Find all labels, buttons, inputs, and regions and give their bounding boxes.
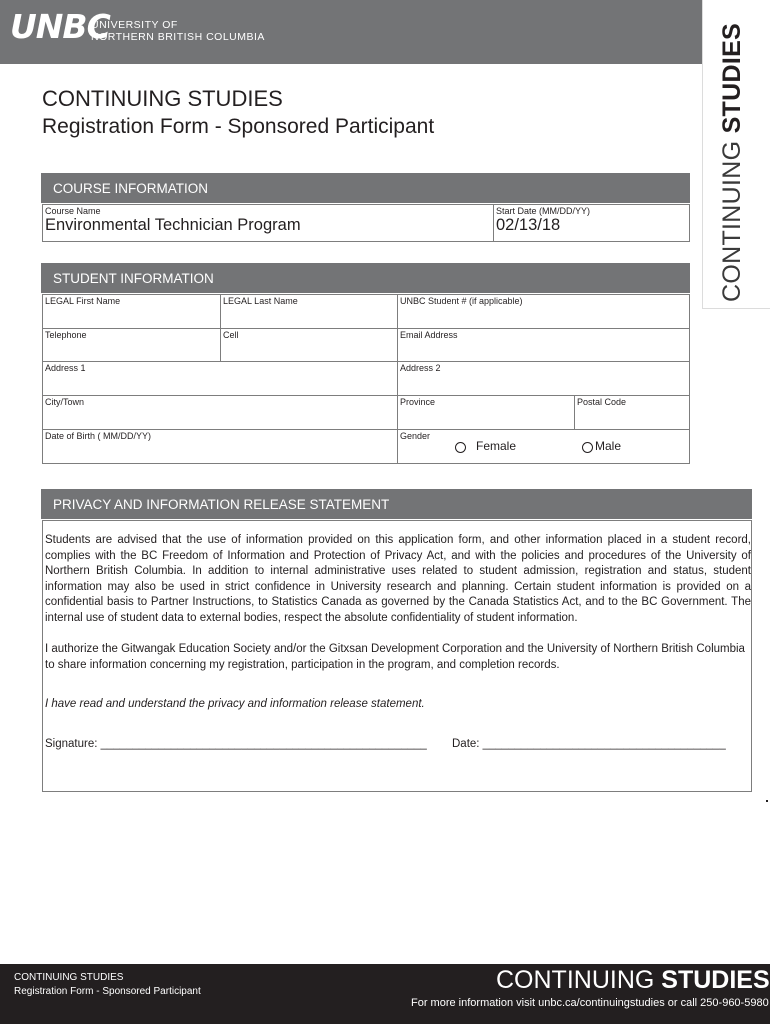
page-subtitle: Registration Form - Sponsored Participant: [42, 115, 435, 138]
male-radio[interactable]: [582, 442, 593, 453]
course-name-field[interactable]: [42, 204, 494, 242]
footer-contact: For more information visit unbc.ca/continuingstudies or call 250-960-5980: [411, 997, 769, 1009]
address1-field[interactable]: [42, 361, 398, 396]
city-label: City/Town: [45, 397, 85, 407]
telephone-field[interactable]: [42, 328, 221, 362]
last-name-label: LEGAL Last Name: [223, 296, 298, 306]
cell-label: Cell: [223, 330, 239, 340]
address1-label: Address 1: [45, 363, 86, 373]
address2-field[interactable]: [397, 361, 690, 396]
privacy-section-header: PRIVACY AND INFORMATION RELEASE STATEMENT: [41, 489, 752, 519]
address2-label: Address 2: [400, 363, 441, 373]
side-label: [706, 2, 758, 302]
footer-brand-regular: CONTINUING: [496, 966, 662, 994]
female-radio[interactable]: [455, 442, 466, 453]
course-name-value: Environmental Technician Program: [45, 216, 301, 234]
email-field[interactable]: [397, 328, 690, 362]
female-label: Female: [476, 439, 517, 453]
unbc-logo: UNBC: [10, 7, 110, 46]
side-label-regular: CONTINUING: [718, 133, 746, 302]
university-line-2: NORTHERN BRITISH COLUMBIA: [91, 31, 265, 43]
privacy-paragraph-1: Students are advised that the use of information provided on this application form, and other information placed in a student record, complies with the BC Freedom of Information and Protection of Privacy Act, and with the policies and procedures of the University of Northern British Columbia. In addition to internal administrative uses related to student admission, registration and status, student information may also be used in strict confidence in University research and planning. Certain student information is provided on a confidential basis to Partner Instructions, to Statistics Canada as governed by the Canada Statistics Act, and to the BC Government. The internal use of student data to external bodies, respect the absolute confidentiality of student information.: [45, 534, 751, 624]
privacy-acknowledgement: I have read and understand the privacy and information release statement.: [45, 698, 425, 710]
telephone-label: Telephone: [45, 330, 87, 340]
start-date-label: Start Date (MM/DD/YY): [496, 206, 591, 216]
signature-line[interactable]: Signature: ___________________________________________________: [45, 738, 427, 750]
footer-subtitle: Registration Form - Sponsored Participant: [14, 986, 201, 997]
student-number-label: UNBC Student # (if applicable): [400, 296, 523, 306]
male-label: Male: [595, 439, 622, 453]
course-section-header: COURSE INFORMATION: [41, 173, 690, 203]
student-number-field[interactable]: [397, 294, 690, 329]
side-label-bold: STUDIES: [718, 22, 746, 134]
dob-field[interactable]: [42, 429, 398, 464]
university-line-1: UNIVERSITY OF: [91, 19, 178, 31]
email-label: Email Address: [400, 330, 458, 340]
page-title: CONTINUING STUDIES: [42, 86, 283, 111]
province-field[interactable]: [397, 395, 575, 430]
first-name-label: LEGAL First Name: [45, 296, 121, 306]
gender-field: [397, 429, 690, 464]
dob-label: Date of Birth ( MM/DD/YY): [45, 431, 152, 441]
cell-field[interactable]: [220, 328, 398, 362]
gender-label: Gender: [400, 431, 431, 441]
last-name-field[interactable]: [220, 294, 398, 329]
university-name: [91, 19, 265, 43]
student-section-header: STUDENT INFORMATION: [41, 263, 690, 293]
postal-code-field[interactable]: [574, 395, 690, 430]
footer-brand-bold: STUDIES: [661, 966, 770, 994]
city-field[interactable]: [42, 395, 398, 430]
province-label: Province: [400, 397, 436, 407]
start-date-field[interactable]: [493, 204, 690, 242]
start-date-value: 02/13/18: [496, 216, 561, 234]
date-line[interactable]: Date: ______________________________________: [452, 738, 726, 750]
privacy-paragraph-2: I authorize the Gitwangak Education Society and/or the Gitxsan Development Corporation and the University of Northern British Columbia to share information concerning my registration, participation in the program, and completion records.: [45, 643, 745, 671]
stray-mark: [766, 800, 768, 802]
footer-brand: [496, 966, 770, 995]
first-name-field[interactable]: [42, 294, 221, 329]
footer-title: CONTINUING STUDIES: [14, 972, 124, 983]
postal-code-label: Postal Code: [577, 397, 627, 407]
course-name-label: Course Name: [45, 206, 101, 216]
